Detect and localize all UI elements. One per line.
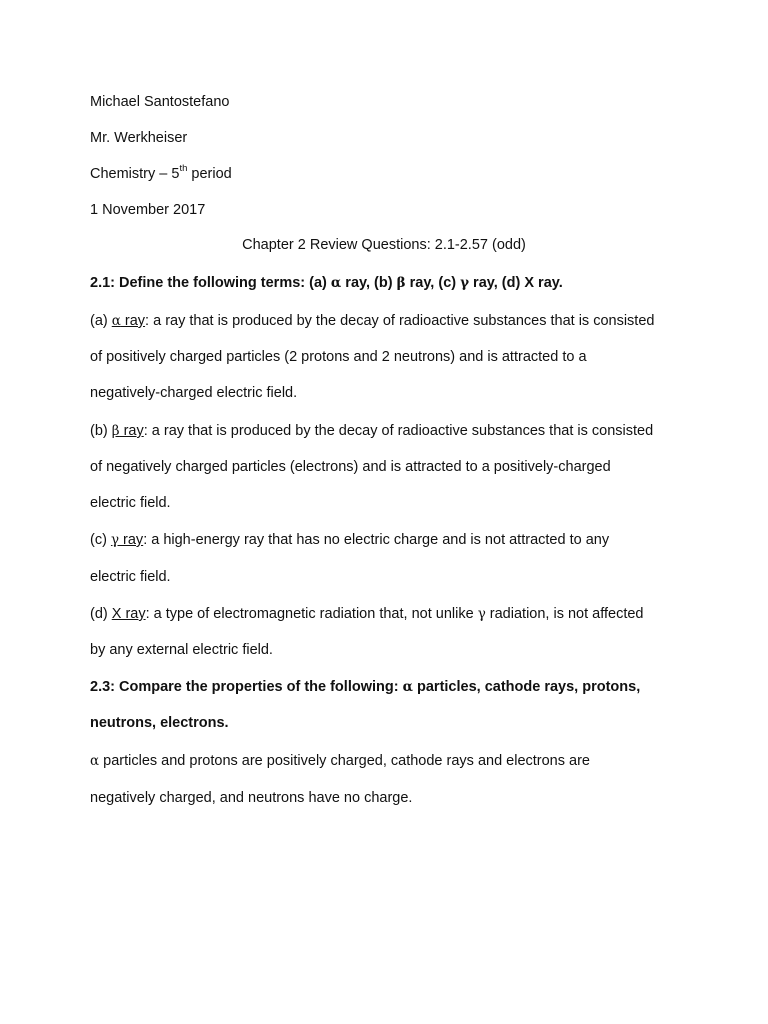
answer-text: : a ray that is produced by the decay of radioactive substances that is consisted — [145, 313, 655, 329]
answer-text: : a type of electromagnetic radiation that, not unlike — [145, 606, 478, 622]
alpha-symbol: α — [90, 753, 100, 769]
answer-d-line-2: by any external electric field. — [90, 642, 273, 658]
student-name: Michael Santostefano — [90, 94, 230, 110]
prompt-part: ray, (d) X ray. — [469, 275, 563, 291]
prompt-part: 2.3: Compare the properties of the following: — [90, 679, 403, 695]
answer-a-line-1 — [90, 311, 654, 331]
gamma-symbol: γ — [477, 606, 486, 622]
answer-text: radiation, is not affected — [485, 606, 644, 622]
question-2-3-prompt — [90, 677, 640, 697]
class-prefix: Chemistry – 5 — [90, 166, 180, 182]
class-superscript: th — [179, 163, 188, 175]
answer-b-line-3: electric field. — [90, 495, 171, 511]
alpha-symbol: α — [330, 275, 342, 291]
term-alpha-ray — [112, 313, 145, 329]
beta-symbol: β — [396, 275, 406, 291]
answer-b-line-1 — [90, 421, 653, 441]
answer-text: : a high-energy ray that has no electric charge and is not attracted to any — [143, 532, 610, 548]
prompt-part: ray, (b) — [341, 275, 397, 291]
term-gamma-ray — [111, 532, 143, 548]
term-word: ray — [119, 423, 144, 439]
answer-label: (b) — [90, 423, 112, 439]
document-date: 1 November 2017 — [90, 202, 206, 218]
question-2-1-prompt — [90, 273, 563, 293]
gamma-symbol: γ — [460, 275, 470, 291]
term-word: ray — [120, 313, 146, 329]
prompt-part: ray, (c) — [405, 275, 461, 291]
prompt-part: particles, cathode rays, protons, — [412, 679, 641, 695]
answer-text: particles and protons are positively charged, cathode rays and electrons are — [99, 753, 590, 769]
alpha-symbol: α — [402, 679, 413, 695]
term-x-ray: X ray — [111, 606, 146, 622]
answer-text: : a ray that is produced by the decay of radioactive substances that is consisted — [143, 423, 654, 439]
class-suffix: period — [187, 166, 232, 182]
answer-2-3-line-1 — [90, 751, 590, 771]
document-title: Chapter 2 Review Questions: 2.1-2.57 (odd) — [242, 237, 526, 253]
answer-b-line-2: of negatively charged particles (electrons) and is attracted to a positively-charged — [90, 459, 611, 475]
alpha-symbol: α — [111, 313, 121, 329]
answer-2-3-line-2: negatively charged, and neutrons have no charge. — [90, 790, 413, 806]
teacher-name: Mr. Werkheiser — [90, 130, 188, 146]
beta-symbol: β — [111, 423, 120, 439]
gamma-symbol: γ — [110, 532, 120, 548]
answer-label: (c) — [90, 532, 111, 548]
answer-label: (d) — [90, 606, 112, 622]
answer-a-line-2: of positively charged particles (2 protons and 2 neutrons) and is attracted to a — [90, 349, 587, 365]
term-beta-ray — [112, 423, 144, 439]
term-word: ray — [119, 532, 144, 548]
answer-d-line-1 — [90, 604, 644, 624]
answer-c-line-1 — [90, 530, 609, 550]
question-2-3-prompt-line-2: neutrons, electrons. — [90, 715, 229, 731]
class-period — [90, 164, 232, 184]
prompt-part: 2.1: Define the following terms: (a) — [90, 275, 331, 291]
answer-a-line-3: negatively-charged electric field. — [90, 385, 298, 401]
answer-c-line-2: electric field. — [90, 569, 171, 585]
answer-label: (a) — [90, 313, 112, 329]
